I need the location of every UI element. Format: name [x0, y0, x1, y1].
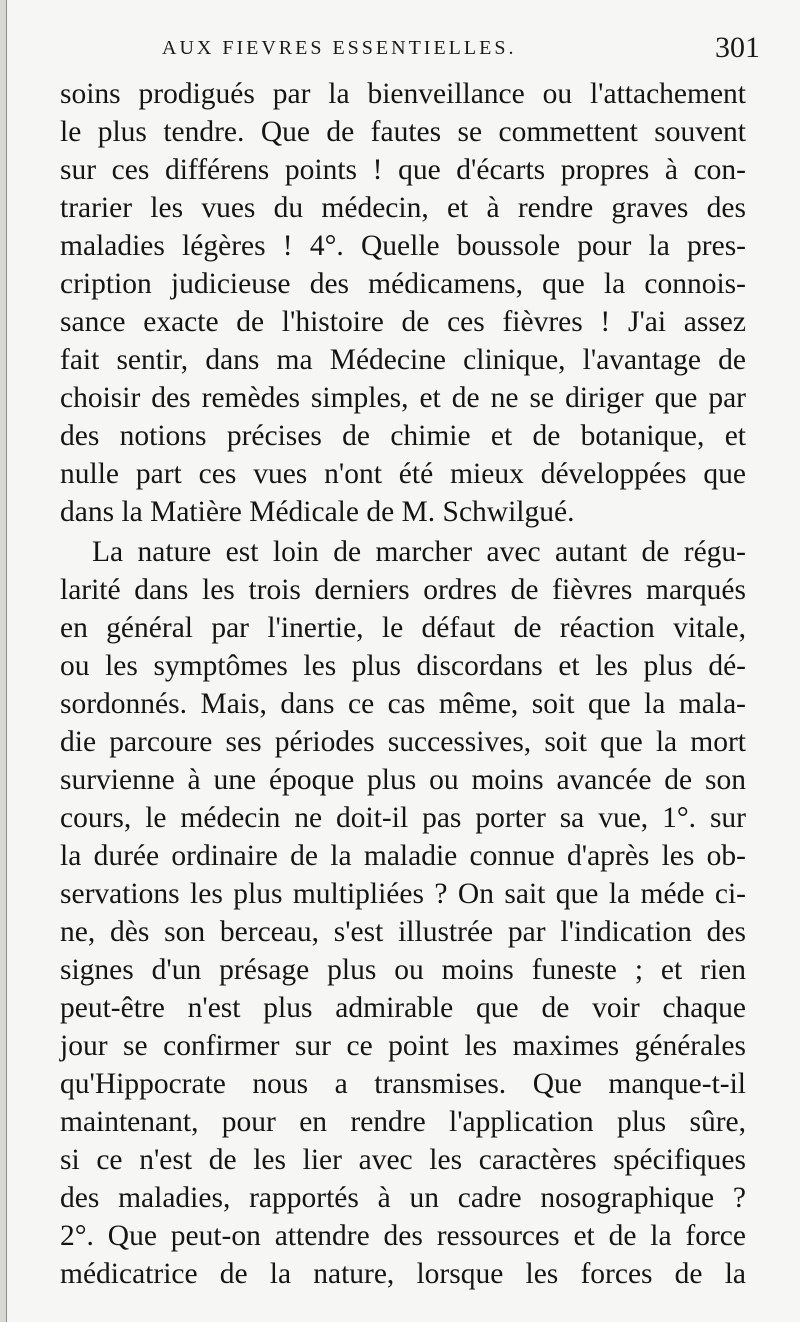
text-line: maladies légères ! 4°. Quelle boussole pour la pres-: [60, 230, 746, 262]
text-line: cription judicieuse des médicamens, que la connois-: [60, 268, 746, 300]
text-line: le plus tendre. Que de fautes se commettent souvent: [60, 116, 746, 148]
text-line: peut-être n'est plus admirable que de voir chaque: [60, 992, 746, 1024]
text-line: qu'Hippocrate nous a transmises. Que manque-t-il: [60, 1068, 746, 1100]
text-line: La nature est loin de marcher avec autant de régu-: [92, 536, 746, 568]
gutter-edge-line: [6, 0, 7, 1322]
text-line: maintenant, pour en rendre l'application plus sûre,: [60, 1106, 746, 1138]
text-line: soins prodigués par la bienveillance ou l'attachement: [60, 78, 746, 110]
text-line: fait sentir, dans ma Médecine clinique, l'avantage de: [60, 344, 746, 376]
text-line: 2°. Que peut-on attendre des ressources et de la force: [60, 1220, 746, 1252]
text-line: jour se confirmer sur ce point les maximes générales: [60, 1030, 746, 1062]
text-line: en général par l'inertie, le défaut de réaction vitale,: [60, 612, 746, 644]
text-line: die parcoure ses périodes successives, soit que la mort: [60, 726, 746, 758]
text-line: signes d'un présage plus ou moins funeste ; et rien: [60, 954, 746, 986]
text-line: choisir des remèdes simples, et de ne se diriger que par: [60, 382, 746, 414]
page-number: 301: [715, 31, 760, 64]
text-line: nulle part ces vues n'ont été mieux développées que: [60, 458, 746, 490]
running-head: AUX FIEVRES ESSENTIELLES.: [162, 37, 517, 59]
text-line: médicatrice de la nature, lorsque les forces de la: [60, 1258, 746, 1290]
text-line: la durée ordinaire de la maladie connue d'après les ob-: [60, 840, 746, 872]
text-line: ou les symptômes les plus discordans et les plus dé-: [60, 650, 746, 682]
text-line: sance exacte de l'histoire de ces fièvres ! J'ai assez: [60, 306, 746, 338]
text-line: des maladies, rapportés à un cadre nosographique ?: [60, 1182, 746, 1214]
text-line: trarier les vues du médecin, et à rendre graves des: [60, 192, 746, 224]
text-line: survienne à une époque plus ou moins avancée de son: [60, 764, 746, 796]
page-header: [60, 28, 760, 68]
text-line: cours, le médecin ne doit-il pas porter sa vue, 1°. sur: [60, 802, 746, 834]
text-line: ne, dès son berceau, s'est illustrée par l'indication des: [60, 916, 746, 948]
text-line: sordonnés. Mais, dans ce cas même, soit que la mala-: [60, 688, 746, 720]
text-line: larité dans les trois derniers ordres de fièvres marqués: [60, 574, 746, 606]
text-line: des notions précises de chimie et de botanique, et: [60, 420, 746, 452]
text-line: servations les plus multipliées ? On sait que la méde ci-: [60, 878, 746, 910]
text-line: si ce n'est de les lier avec les caractères spécifiques: [60, 1144, 746, 1176]
text-line: dans la Matière Médicale de M. Schwilgué.: [60, 496, 575, 528]
text-line: sur ces différens points ! que d'écarts propres à con-: [60, 154, 746, 186]
